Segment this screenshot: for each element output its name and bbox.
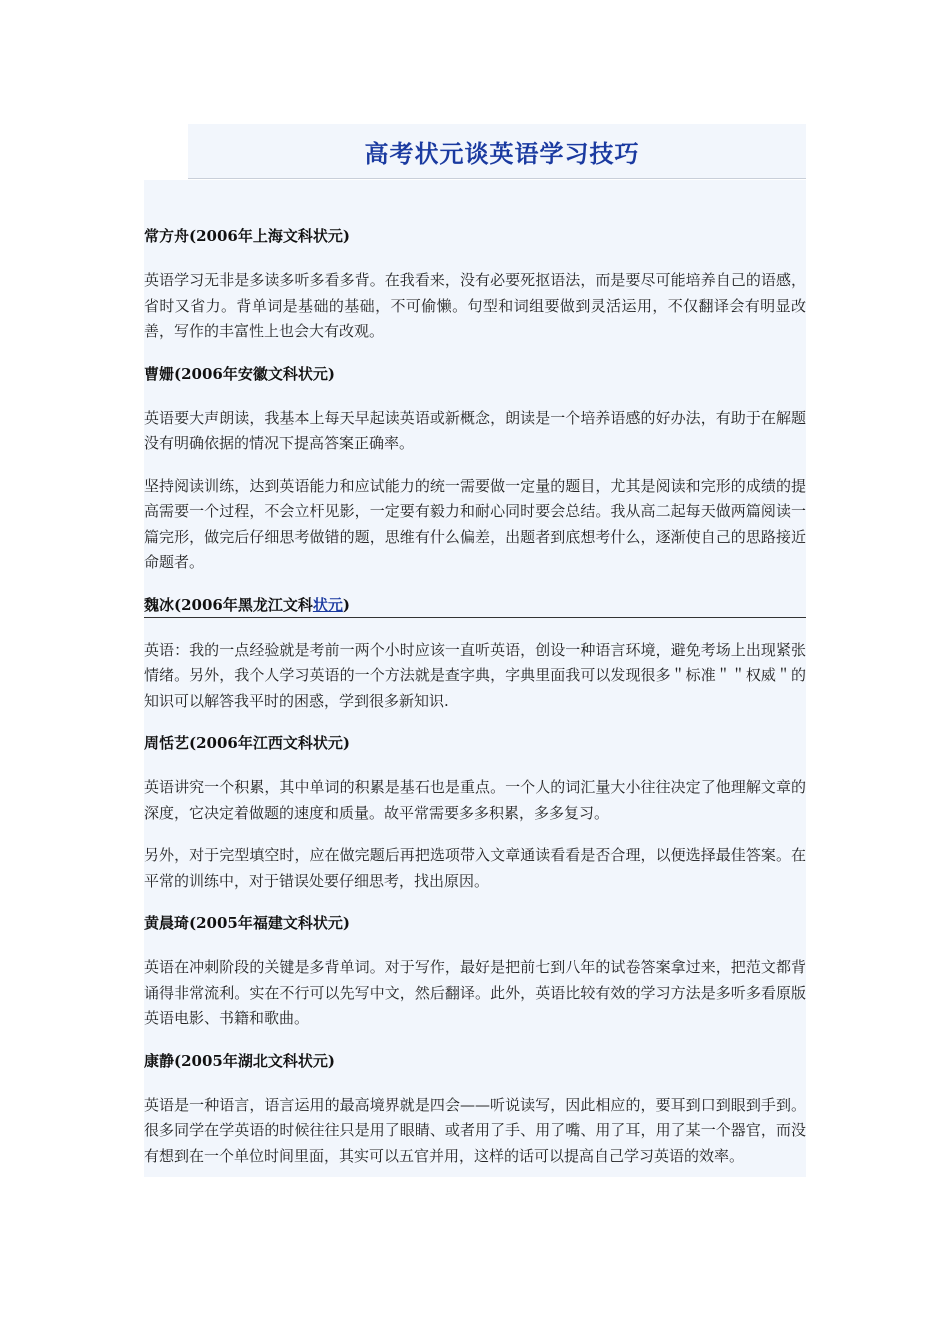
heading-text: ): [342, 595, 350, 614]
section-heading-chang: 常方舟(2006年上海文科状元): [144, 227, 350, 245]
paragraph: 英语学习无非是多读多听多看多背。在我看来，没有必要死抠语法，而是要尽可能培养自己的语感，省时又省力。背单词是基础的基础，不可偷懒。句型和词组要做到灵活运用，不仅翻译会有明显改善，写作的丰富性上也会大有改观。: [144, 271, 806, 340]
section-heading-huang: 黄晨琦(2005年福建文科状元): [144, 914, 350, 932]
section-heading-wei: [144, 593, 806, 618]
paragraph: 坚持阅读训练，达到英语能力和应试能力的统一需要做一定量的题目，尤其是阅读和完形的成绩的提高需要一个过程，不会立杆见影，一定要有毅力和耐心同时要会总结。我从高二起每天做两篇阅读一篇完形，做完后仔细思考做错的题，思维有什么偏差，出题者到底想考什么，逐渐使自己的思路接近命题者。: [144, 476, 806, 571]
paragraph: 英语在冲刺阶段的关键是多背单词。对于写作，最好是把前七到八年的试卷答案拿过来，把范文都背诵得非常流利。实在不行可以先写中文，然后翻译。此外，英语比较有效的学习方法是多听多看原版英语电影、书籍和歌曲。: [144, 958, 806, 1027]
page-title: 高考状元谈英语学习技巧: [364, 138, 640, 168]
title-banner: [188, 124, 806, 179]
section-heading-cao: 曹姗(2006年安徽文科状元): [144, 364, 335, 383]
paragraph: 另外，对于完型填空时，应在做完题后再把选项带入文章通读看看是否合理，以便选择最佳答案。在平常的训练中，对于错误处要仔细思考，找出原因。: [144, 846, 806, 890]
zhuangyuan-link[interactable]: 状元: [312, 595, 343, 614]
paragraph: 英语是一种语言，语言运用的最高境界就是四会——听说读写，因此相应的，要耳到口到眼到手到。很多同学在学英语的时候往往只是用了眼睛、或者用了手、用了嘴、用了耳，用了某一个器官，而没有想到在一个单位时间里面，其实可以五官并用，这样的话可以提高自己学习英语的效率。: [144, 1095, 806, 1165]
paragraph: 英语要大声朗读，我基本上每天早起读英语或新概念，朗读是一个培养语感的好办法，有助于在解题没有明确依据的情况下提高答案正确率。: [144, 408, 806, 452]
article-body: [144, 180, 806, 1177]
heading-text: 魏冰(2006年黑龙江文科: [144, 595, 313, 614]
section-heading-zhou: 周恬艺(2006年江西文科状元): [144, 734, 350, 752]
paragraph: 英语讲究一个积累，其中单词的积累是基石也是重点。一个人的词汇量大小往往决定了他理解文章的深度，它决定着做题的速度和质量。故平常需要多多积累，多多复习。: [144, 778, 806, 822]
paragraph: 英语：我的一点经验就是考前一两个小时应该一直听英语，创设一种语言环境，避免考场上出现紧张情绪。另外，我个人学习英语的一个方法就是查字典，字典里面我可以发现很多＂标准＂＂权威＂的知识可以解答我平时的困惑，学到很多新知识.: [144, 640, 806, 710]
section-heading-kang: 康静(2005年湖北文科状元): [144, 1051, 335, 1070]
